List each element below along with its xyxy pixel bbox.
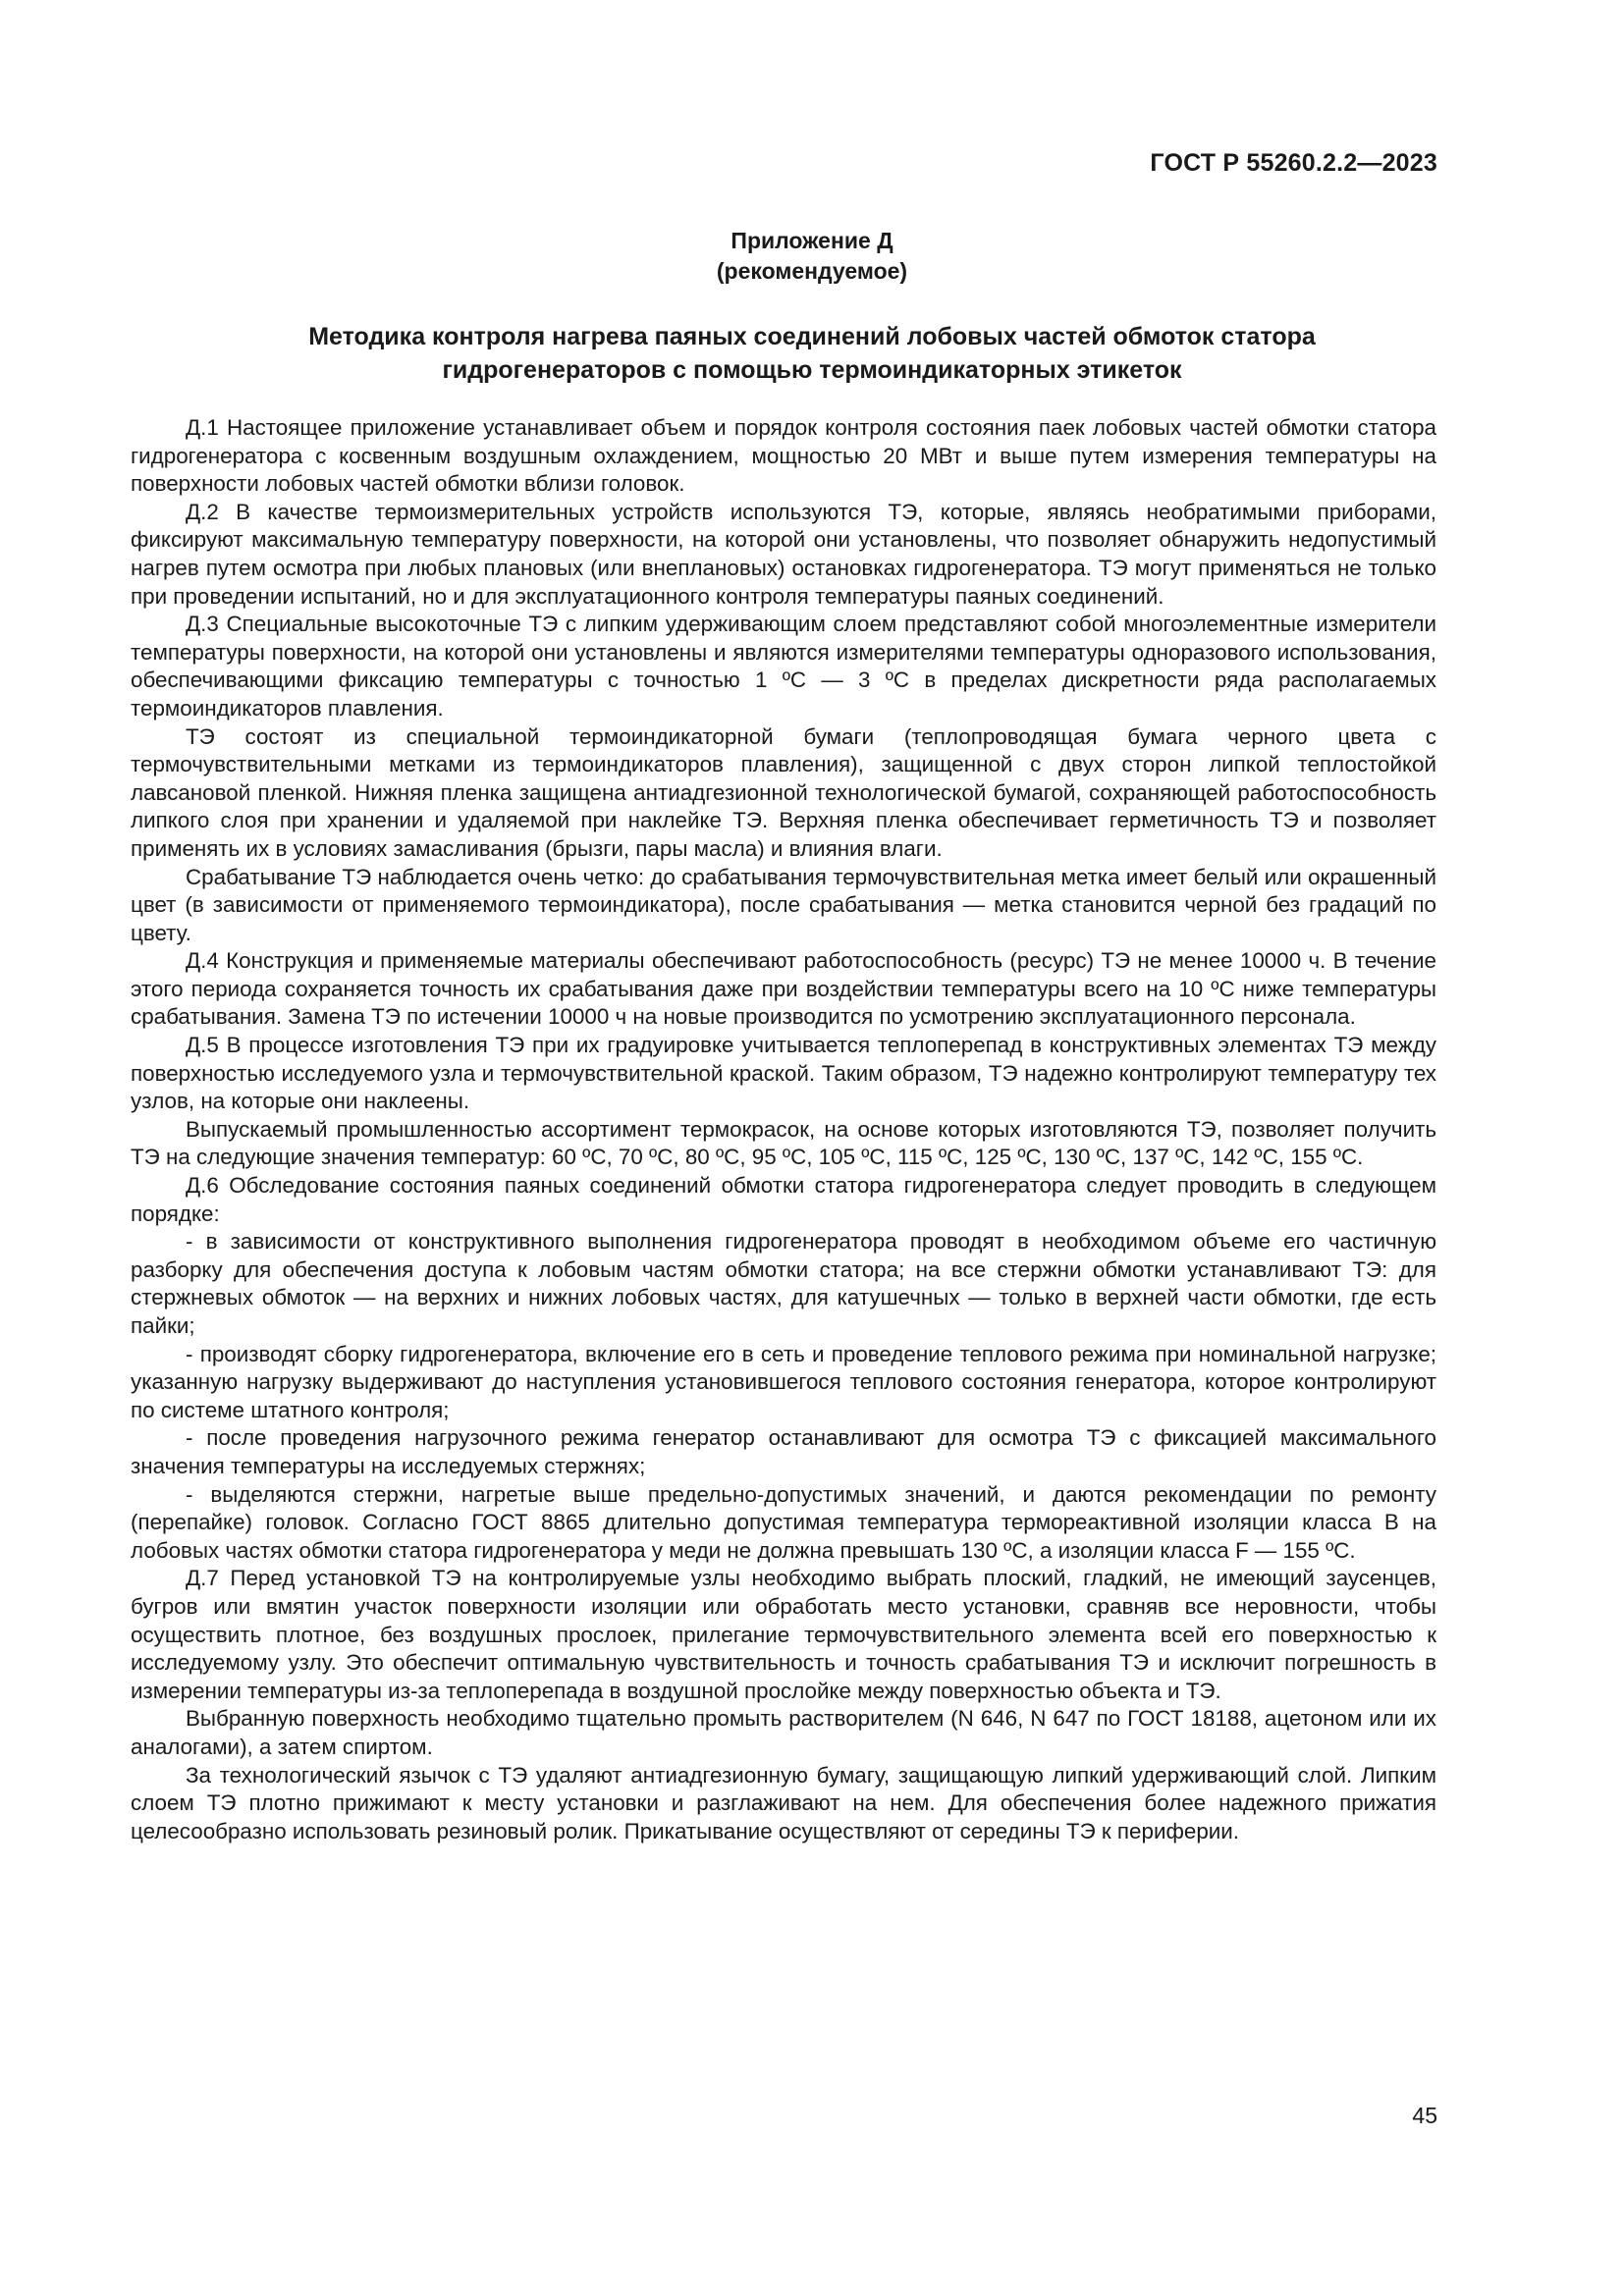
paragraph: За технологический язычок с ТЭ удаляют антиадгезионную бумагу, защищающую липкий удерживающий слой. Липким слоем ТЭ плотно прижимают к месту установки и разглаживают на нем. Для обеспечения более надежного прижатия целесообразно использовать резиновый ролик. Прикатывание осуществляют от середины ТЭ к периферии. xyxy=(131,1762,1436,1843)
list-item: - производят сборку гидрогенератора, включение его в сеть и проведение теплового режима при номинальной нагрузке; указанную нагрузку выдерживают до наступления установившегося теплового состояния генератора, которое контролируют по системе штатного контроля; xyxy=(131,1341,1436,1422)
list-item: - выделяются стержни, нагретые выше предельно-допустимых значений, и даются рекомендации по ремонту (перепайке) головок. Согласно ГОСТ 8865 длительно допустимая температура термореактивной изоляции класса В на лобовых частях обмотки статора гидрогенератора у меди не должна превышать 130 ºС, а изоляции класса F — 155 ºС. xyxy=(131,1481,1436,1563)
document-code-header: ГОСТ Р 55260.2.2—2023 xyxy=(1150,149,1437,177)
paragraph: Д.2 В качестве термоизмерительных устройств используются ТЭ, которые, являясь необратимыми приборами, фиксируют максимальную температуру поверхности, на которой они установлены, что позволяет обнаружить недопустимый нагрев путем осмотра при любых плановых (или внеплановых) остановках гидрогенератора. ТЭ могут применяться не только при проведении испытаний, но и для эксплуатационного контроля температуры паяных соединений. xyxy=(131,499,1436,609)
list-item: - в зависимости от конструктивного выполнения гидрогенератора проводят в необходимом объеме его частичную разборку для обеспечения доступа к лобовым частям обмотки статора; на все стержни обмотки устанавливают ТЭ: для стержневых обмоток — на верхних и нижних лобовых частях, для катушечных — только в верхней части обмотки, где есть пайки; xyxy=(131,1229,1436,1338)
body-text xyxy=(131,414,1436,1845)
appendix-title xyxy=(177,320,1447,387)
appendix-heading xyxy=(0,226,1624,287)
paragraph: Д.1 Настоящее приложение устанавливает объем и порядок контроля состояния паек лобовых частей обмотки статора гидрогенератора с косвенным воздушным охлаждением, мощностью 20 МВт и выше путем измерения температуры на поверхности лобовых частей обмотки вблизи головок. xyxy=(131,415,1436,497)
appendix-status: (рекомендуемое) xyxy=(716,258,908,284)
paragraph: Д.3 Специальные высокоточные ТЭ с липким удерживающим слоем представляют собой многоэлементные измерители температуры поверхности, на которой они установлены и являются измерителями температуры одноразового использования, обеспечивающими фиксацию температуры с точностью 1 ºС — 3 ºС в пределах дискретности ряда располагаемых термоиндикаторов плавления. xyxy=(131,612,1436,721)
appendix-title-line-1: Методика контроля нагрева паяных соединений лобовых частей обмоток статора xyxy=(308,323,1316,350)
paragraph: Срабатывание ТЭ наблюдается очень четко: до срабатывания термочувствительная метка имеет белый или окрашенный цвет (в зависимости от применяемого термоиндикатора), после срабатывания — метка становится черной без градаций по цвету. xyxy=(131,864,1436,945)
paragraph: Выпускаемый промышленностью ассортимент термокрасок, на основе которых изготовляются ТЭ, позволяет получить ТЭ на следующие значения температур: 60 ºС, 70 ºС, 80 ºС, 95 ºС, 105 ºС, 115 ºС, 125 ºС, 130 ºС, 137 ºС, 142 ºС, 155 ºС. xyxy=(131,1116,1436,1170)
paragraph: ТЭ состоят из специальной термоиндикаторной бумаги (теплопроводящая бумага черного цвета с термочувствительными метками из термоиндикаторов плавления), защищенной с двух сторон липкой теплостойкой лавсановой пленкой. Нижняя пленка защищена антиадгезионной технологической бумагой, сохраняющей работоспособность липкого слоя при хранении и удаляемой при наклейке ТЭ. Верхняя пленка обеспечивает герметичность ТЭ и позволяет применять их в условиях замасливания (брызги, пары масла) и влияния влаги. xyxy=(131,723,1436,861)
page-number: 45 xyxy=(1412,2103,1437,2128)
paragraph: Д.7 Перед установкой ТЭ на контролируемые узлы необходимо выбрать плоский, гладкий, не имеющий заусенцев, бугров или вмятин участок поверхности изоляции или обработать место установки, сравняв все неровности, чтобы осуществить плотное, без воздушных прослоек, прилегание термочувствительного элемента всей его поверхностью к исследуемому узлу. Это обеспечит оптимальную чувствительность и точность срабатывания ТЭ и исключит погрешность в измерении температуры из-за теплоперепада в воздушной прослойке между поверхностью объекта и ТЭ. xyxy=(131,1566,1436,1703)
paragraph: Д.6 Обследование состояния паяных соединений обмотки статора гидрогенератора следует проводить в следующем порядке: xyxy=(131,1173,1436,1226)
paragraph: Д.5 В процессе изготовления ТЭ при их градуировке учитывается теплоперепад в конструктивных элементах ТЭ между поверхностью исследуемого узла и термочувствительной краской. Таким образом, ТЭ надежно контролируют температуру тех узлов, на которые они наклеены. xyxy=(131,1033,1436,1114)
paragraph: Д.4 Конструкция и применяемые материалы обеспечивают работоспособность (ресурс) ТЭ не менее 10000 ч. В течение этого периода сохраняется точность их срабатывания даже при воздействии температуры всего на 10 ºС ниже температуры срабатывания. Замена ТЭ по истечении 10000 ч на новые производится по усмотрению эксплуатационного персонала. xyxy=(131,948,1436,1030)
paragraph: Выбранную поверхность необходимо тщательно промыть растворителем (N 646, N 647 по ГОСТ 18188, ацетоном или их аналогами), а затем спиртом. xyxy=(131,1706,1436,1759)
list-item: - после проведения нагрузочного режима генератор останавливают для осмотра ТЭ с фиксацией максимального значения температуры на исследуемых стержнях; xyxy=(131,1425,1436,1478)
appendix-label: Приложение Д xyxy=(731,228,893,253)
appendix-title-line-2: гидрогенераторов с помощью термоиндикаторных этикеток xyxy=(442,356,1182,384)
